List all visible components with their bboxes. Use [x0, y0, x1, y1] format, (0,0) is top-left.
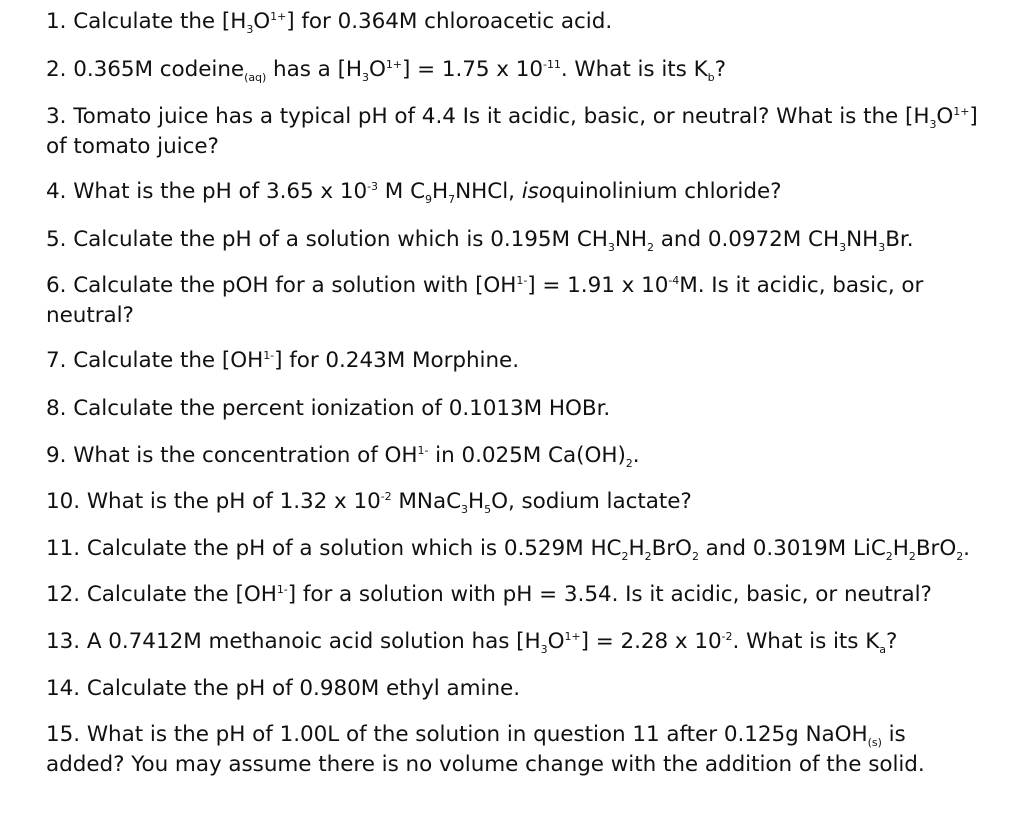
question-number: 13.: [46, 629, 87, 654]
question-8: [46, 394, 1024, 424]
question-9: [46, 441, 1024, 471]
question-number: 12.: [46, 582, 87, 607]
question-number: 4.: [46, 179, 74, 204]
question-number: 2.: [46, 57, 74, 82]
question-text: Calculate the percent ionization of 0.1013M HOBr.: [73, 396, 611, 421]
question-text: Calculate the $[OH^{1-}]$ for 0.243M Morphine.: [73, 348, 520, 373]
question-10: [46, 487, 1024, 517]
question-number: 8.: [46, 396, 74, 421]
question-13: [46, 627, 1024, 657]
question-2: [46, 55, 1024, 85]
question-number: 7.: [46, 348, 74, 373]
question-text: A 0.7412M methanoic acid solution has $[H_3O^{1+}] = 2.28$ x $10^{-2}$. What is its $K_a$?: [86, 629, 898, 656]
question-text: 0.365M codeine$_{(aq)}$ has a $[H_3O^{1+}] = 1.75$ x $10^{-11}$. What is its $K_b$?: [73, 57, 726, 84]
question-15: [46, 720, 1024, 780]
question-text: Calculate the pH of a solution which is 0.529M $HC_2H_2BrO_2$ and 0.3019M $LiC_2H_2BrO_2$.: [86, 536, 970, 563]
question-number: 11.: [46, 536, 87, 561]
question-number: 14.: [46, 676, 87, 701]
question-number: 5.: [46, 227, 74, 252]
question-7: [46, 346, 1024, 376]
question-text: What is the concentration of $OH^{1-}$ in 0.025M $Ca(OH)_2$.: [73, 443, 640, 470]
question-5: [46, 225, 1024, 255]
question-3: [46, 102, 1024, 162]
question-text: Calculate the $[OH^{1-}]$ for a solution with pH = 3.54. Is it acidic, basic, or neutral?: [86, 582, 932, 607]
question-11: [46, 534, 1024, 564]
question-number: 15.: [46, 722, 87, 747]
question-1: [46, 7, 1024, 37]
question-text: What is the pH of 1.32 x $10^{-2}$ $MNaC_3H_5O$, sodium lactate?: [86, 489, 692, 516]
question-number: 3.: [46, 104, 74, 129]
question-text: What is the pH of 1.00L of the solution in question 11 after 0.125g NaOH$_{(s)}$ is added? You may assume there is no volume change with the addition of the solid.: [46, 722, 925, 777]
question-6: [46, 271, 1024, 331]
question-text: What is the pH of 3.65 x $10^{-3}$ M $C_9H_7NHCl$, isoquinolinium chloride?: [73, 179, 782, 206]
question-14: [46, 674, 1024, 704]
question-text: Calculate the pOH for a solution with $[OH^{1-}] = 1.91$ x $10^{-4}M$. Is it acidic, basic, or neutral?: [46, 273, 924, 328]
question-text: Tomato juice has a typical pH of 4.4 Is it acidic, basic, or neutral? What is the $[H_3O^{1+}]$ of tomato juice?: [46, 104, 978, 159]
question-12: [46, 580, 1024, 610]
question-4: [46, 177, 1024, 207]
question-number: 9.: [46, 443, 74, 468]
question-text: Calculate the pH of a solution which is 0.195M $CH_3NH_2$ and 0.0972M $CH_3NH_3Br$.: [73, 227, 914, 254]
question-number: 10.: [46, 489, 87, 514]
question-text: Calculate the $[H_3O^{1+}]$ for 0.364M chloroacetic acid.: [73, 9, 613, 36]
question-number: 6.: [46, 273, 74, 298]
question-text: Calculate the pH of 0.980M ethyl amine.: [86, 676, 520, 701]
question-number: 1.: [46, 9, 74, 34]
